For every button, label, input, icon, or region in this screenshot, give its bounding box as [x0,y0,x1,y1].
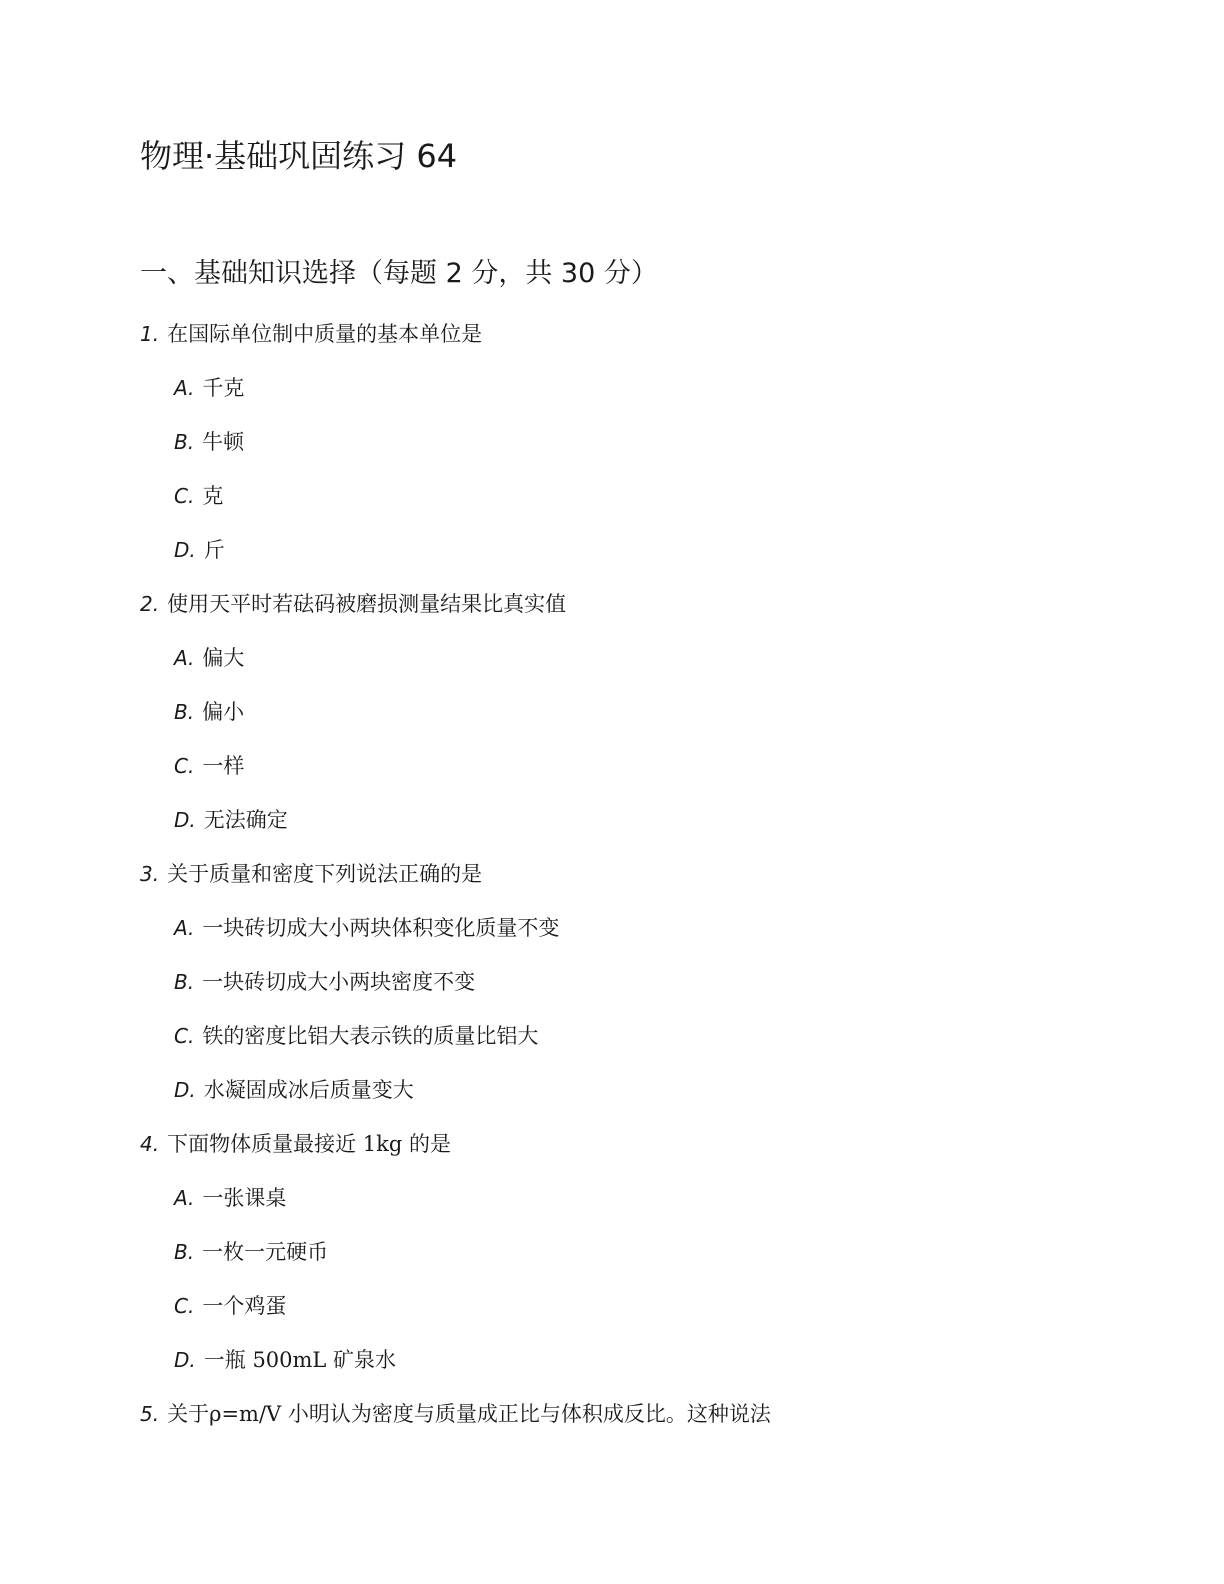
option-letter: B. [174,970,195,994]
answer-option [140,1333,1140,1387]
option-letter: D. [174,808,196,832]
answer-option [140,1279,1140,1333]
question-text: 关于ρ=m/V 小明认为密度与质量成正比与体积成反比。这种说法 [167,1402,771,1426]
option-letter: B. [174,430,195,454]
option-text: 一样 [202,754,245,778]
option-text: 偏小 [202,700,245,724]
option-letter: B. [174,1240,195,1264]
question-stem [140,1387,1140,1441]
answer-option [140,793,1140,847]
option-letter: A. [174,376,195,400]
answer-option [140,523,1140,577]
question-number: 4. [140,1132,160,1156]
option-letter: D. [174,1078,196,1102]
option-text: 牛顿 [202,430,245,454]
question-stem [140,577,1140,631]
answer-option [140,631,1140,685]
question-text: 下面物体质量最接近 1kg 的是 [167,1132,451,1156]
question-number: 2. [140,592,160,616]
answer-option [140,361,1140,415]
answer-option [140,739,1140,793]
option-letter: D. [174,1348,196,1372]
option-text: 一个鸡蛋 [202,1294,287,1318]
answer-option [140,415,1140,469]
option-text: 一块砖切成大小两块体积变化质量不变 [202,916,560,940]
answer-option [140,1171,1140,1225]
option-text: 水凝固成冰后质量变大 [203,1078,414,1102]
question-text: 使用天平时若砝码被磨损测量结果比真实值 [167,592,567,616]
question-stem [140,1117,1140,1171]
option-text: 克 [202,484,224,508]
answer-option [140,685,1140,739]
question-text: 在国际单位制中质量的基本单位是 [167,322,483,346]
option-letter: D. [174,538,196,562]
answer-option [140,955,1140,1009]
option-letter: C. [174,1294,195,1318]
option-text: 一块砖切成大小两块密度不变 [202,970,476,994]
option-text: 一张课桌 [202,1186,287,1210]
option-letter: C. [174,754,195,778]
question-stem [140,847,1140,901]
page-title: 物理·基础巩固练习 64 [140,137,458,175]
section-heading: 一、基础知识选择（每题 2 分，共 30 分） [140,258,658,289]
option-text: 无法确定 [203,808,288,832]
answer-option [140,1063,1140,1117]
option-letter: A. [174,916,195,940]
option-text: 一枚一元硬币 [202,1240,329,1264]
option-text: 一瓶 500mL 矿泉水 [203,1348,397,1372]
question-number: 1. [140,322,160,346]
option-text: 斤 [203,538,225,562]
question-text: 关于质量和密度下列说法正确的是 [167,862,483,886]
answer-option [140,1009,1140,1063]
answer-option [140,469,1140,523]
question-list [140,307,1140,1441]
option-letter: A. [174,646,195,670]
answer-option [140,901,1140,955]
question-number: 5. [140,1402,160,1426]
option-text: 千克 [202,376,245,400]
option-text: 偏大 [202,646,245,670]
option-text: 铁的密度比铝大表示铁的质量比铝大 [202,1024,539,1048]
question-number: 3. [140,862,160,886]
option-letter: C. [174,1024,195,1048]
option-letter: C. [174,484,195,508]
question-stem [140,307,1140,361]
option-letter: A. [174,1186,195,1210]
answer-option [140,1225,1140,1279]
option-letter: B. [174,700,195,724]
